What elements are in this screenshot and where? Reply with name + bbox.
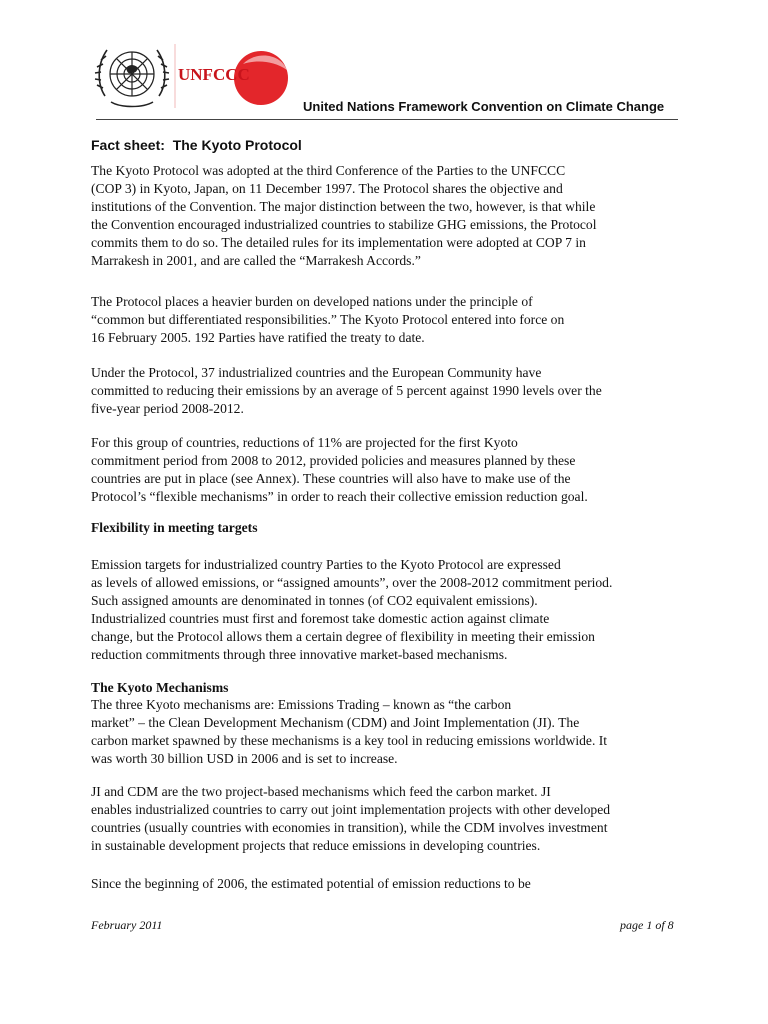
text-line: commits them to do so. The detailed rules for its implementation were adopted at COP 7 in xyxy=(91,235,586,250)
text-line: was worth 30 billion USD in 2006 and is set to increase. xyxy=(91,751,398,766)
paragraph-5 xyxy=(91,556,671,664)
text-line: (COP 3) in Kyoto, Japan, on 11 December 1997. The Protocol shares the objective and xyxy=(91,181,563,196)
text-line: JI and CDM are the two project-based mechanisms which feed the carbon market. JI xyxy=(91,784,551,799)
text-line: Emission targets for industrialized country Parties to the Kyoto Protocol are expressed xyxy=(91,557,561,572)
unfccc-logo xyxy=(173,44,303,108)
footer-date: February 2011 xyxy=(91,918,163,932)
paragraph-6 xyxy=(91,696,671,768)
text-line: The Protocol places a heavier burden on developed nations under the principle of xyxy=(91,294,533,309)
text-line: countries are put in place (see Annex). These countries will also have to make use of the xyxy=(91,471,571,486)
heading-kyoto-mechanisms: The Kyoto Mechanisms xyxy=(91,680,229,695)
paragraph-3 xyxy=(91,364,671,418)
text-line: The three Kyoto mechanisms are: Emissions Trading – known as “the carbon xyxy=(91,697,512,712)
text-line: five-year period 2008-2012. xyxy=(91,401,244,416)
text-line: change, but the Protocol allows them a certain degree of flexibility in meeting their emission xyxy=(91,629,595,644)
heading-flexibility: Flexibility in meeting targets xyxy=(91,520,258,535)
text-line: reduction commitments through three innovative market-based mechanisms. xyxy=(91,647,508,662)
text-line: in sustainable development projects that reduce emissions in developing countries. xyxy=(91,838,541,853)
text-line: Under the Protocol, 37 industrialized countries and the European Community have xyxy=(91,365,542,380)
text-line: market” – the Clean Development Mechanism (CDM) and Joint Implementation (JI). The xyxy=(91,715,580,730)
text-line: the Convention encouraged industrialized countries to stabilize GHG emissions, the Protocol xyxy=(91,217,597,232)
header-org-name: United Nations Framework Convention on Climate Change xyxy=(303,99,665,114)
text-line: For this group of countries, reductions of 11% are projected for the first Kyoto xyxy=(91,435,518,450)
paragraph-4 xyxy=(91,434,671,506)
text-line: commitment period from 2008 to 2012, provided policies and measures planned by these xyxy=(91,453,576,468)
paragraph-2 xyxy=(91,293,671,347)
un-emblem-logo xyxy=(93,36,171,114)
text-line: Such assigned amounts are denominated in tonnes (of CO2 equivalent emissions). xyxy=(91,593,538,608)
text-line: Marrakesh in 2001, and are called the “Marrakesh Accords.” xyxy=(91,253,421,268)
text-line: 16 February 2005. 192 Parties have ratified the treaty to date. xyxy=(91,330,425,345)
text-line: countries (usually countries with economies in transition), while the CDM involves investment xyxy=(91,820,608,835)
text-line: Since the beginning of 2006, the estimated potential of emission reductions to be xyxy=(91,876,531,891)
text-line: “common but differentiated responsibilities.” The Kyoto Protocol entered into force on xyxy=(91,312,565,327)
text-line: Industrialized countries must first and foremost take domestic action against climate xyxy=(91,611,550,626)
header-divider xyxy=(96,119,678,120)
logo-text: UNFCCC xyxy=(178,65,250,84)
paragraph-8 xyxy=(91,875,671,893)
text-line: enables industrialized countries to carry out joint implementation projects with other developed xyxy=(91,802,611,817)
footer-page-number: page 1 of 8 xyxy=(620,918,674,932)
text-line: committed to reducing their emissions by an average of 5 percent against 1990 levels over the xyxy=(91,383,602,398)
paragraph-7 xyxy=(91,783,671,855)
page-title: Fact sheet: The Kyoto Protocol xyxy=(91,137,302,153)
text-line: institutions of the Convention. The major distinction between the two, however, is that while xyxy=(91,199,596,214)
paragraph-1 xyxy=(91,162,671,270)
text-line: Protocol’s “flexible mechanisms” in order to reach their collective emission reduction goal. xyxy=(91,489,588,504)
text-line: as levels of allowed emissions, or “assigned amounts”, over the 2008-2012 commitment period. xyxy=(91,575,613,590)
text-line: carbon market spawned by these mechanisms is a key tool in reducing emissions worldwide. It xyxy=(91,733,608,748)
text-line: The Kyoto Protocol was adopted at the third Conference of the Parties to the UNFCCC xyxy=(91,163,566,178)
